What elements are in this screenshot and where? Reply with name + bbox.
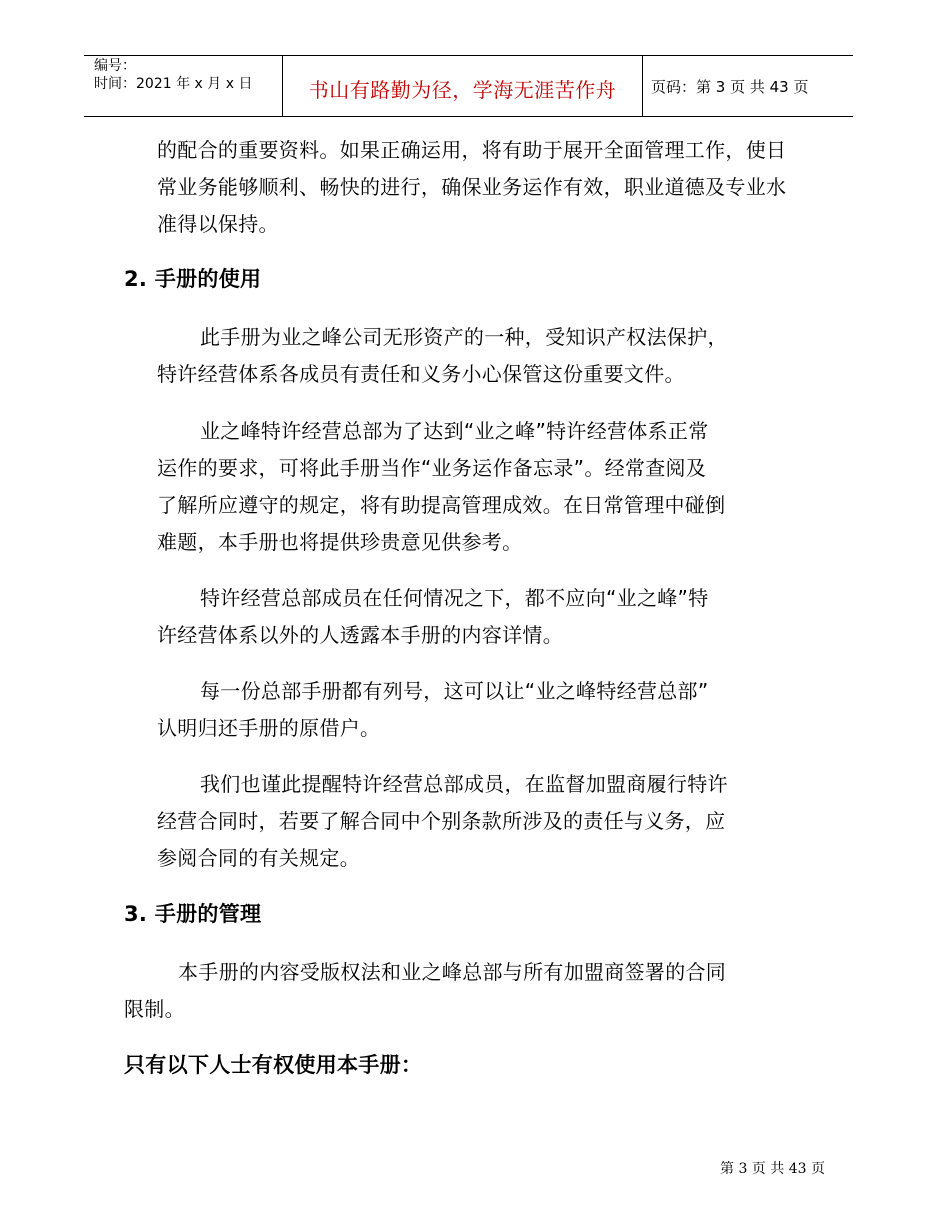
paragraph-line: 的配合的重要资料。如果正确运用，将有助于展开全面管理工作，使日 <box>157 138 787 162</box>
authorized-users-heading: 只有以下人士有权使用本手册： <box>124 1053 423 1077</box>
paragraph-line: 参阅合同的有关规定。 <box>157 846 360 870</box>
paragraph-line: 常业务能够顺利、畅快的进行，确保业务运作有效，职业道德及专业水 <box>157 175 787 199</box>
header-motto-cell <box>283 56 643 116</box>
section-heading-management: 3. 手册的管理 <box>124 902 262 926</box>
paragraph-line: 特许经营总部成员在任何情况之下，都不应向“业之峰”特 <box>200 586 709 610</box>
document-number-label: 编号： <box>94 58 136 74</box>
paragraph-line: 难题，本手册也将提供珍贵意见供参考。 <box>157 530 523 554</box>
paragraph-line: 准得以保持。 <box>157 212 279 236</box>
paragraph-line: 我们也谨此提醒特许经营总部成员，在监督加盟商履行特许 <box>200 772 728 796</box>
paragraph-line: 许经营体系以外的人透露本手册的内容详情。 <box>157 623 563 647</box>
paragraph-line: 每一份总部手册都有列号，这可以让“业之峰特经营总部” <box>200 679 709 703</box>
section-heading-usage: 2. 手册的使用 <box>124 267 262 291</box>
header-page-cell <box>643 56 853 116</box>
header-meta-cell <box>84 56 283 116</box>
paragraph-line: 业之峰特许经营总部为了达到“业之峰”特许经营体系正常 <box>200 419 709 443</box>
document-date-label: 时间：2021 年 x 月 x 日 <box>94 76 253 92</box>
paragraph-line: 了解所应遵守的规定，将有助提高管理成效。在日常管理中碰倒 <box>157 493 726 517</box>
paragraph-line: 经营合同时，若要了解合同中个别条款所涉及的责任与义务，应 <box>157 809 726 833</box>
header-motto: 书山有路勤为径，学海无涯苦作舟 <box>308 78 617 102</box>
header-page-info: 页码：第 3 页 共 43 页 <box>651 78 809 96</box>
paragraph-line: 特许经营体系各成员有责任和义务小心保管这份重要文件。 <box>157 362 685 386</box>
paragraph-line: 本手册的内容受版权法和业之峰总部与所有加盟商签署的合同 <box>178 960 727 984</box>
page-footer-info: 第 3 页 共 43 页 <box>720 1161 825 1177</box>
paragraph-line: 限制。 <box>124 997 185 1021</box>
paragraph-line: 此手册为业之峰公司无形资产的一种，受知识产权法保护， <box>200 325 728 349</box>
paragraph-line: 认明归还手册的原借户。 <box>157 716 381 740</box>
page-header <box>84 55 853 117</box>
paragraph-line: 运作的要求，可将此手册当作“业务运作备忘录”。经常查阅及 <box>157 456 707 480</box>
